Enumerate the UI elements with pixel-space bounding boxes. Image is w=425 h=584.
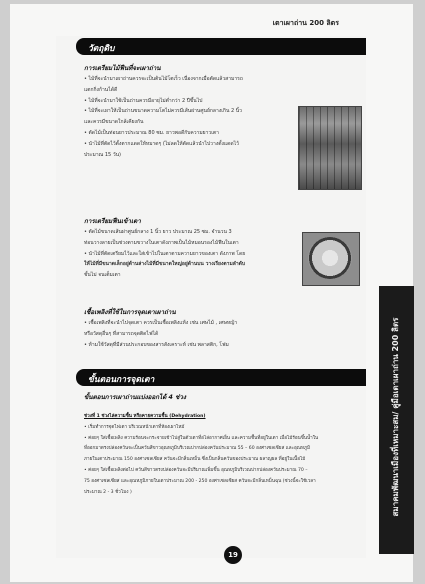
side-tab [379,286,414,554]
fuel-prep-line: • ตัดไม้ขนาดเส้นผ่าศูนย์กลาง 1 นิ้ว ยาว ประมาณ 25 ซม. จำนวน 3 [84,229,232,235]
steps-heading: ขั้นตอนการจุดเตา [88,375,155,385]
page-header-title: เตาเผาถ่าน 200 ลิตร [272,19,339,27]
fuel-ignite-line: หรือวัสดุอื่นๆ ที่สามารถจุดติดไฟได้ [84,330,159,337]
wood-prep-line: ประมาณ 15 วัน) [84,151,122,158]
steps-intro: ขั้นตอนการเผาถ่านแบ่งออกได้ 4 ช่วง [84,394,186,401]
fuel-ignite-line: • ห้ามใช้วัสดุที่มีส่วนประกอบของสารสังเคราะห์ เช่น พลาสติก, โฟม [84,341,229,348]
wood-prep-line: • ไม้ที่จะเผาให้เป็นถ่านขนาดความโตไม่ควรมีเส้นผ่านศูนย์กลางเกิน 2 นิ้ว [84,108,242,115]
side-tab-label: สมาคมพัฒนาเมืองที่เหมาะสม/ คู่มือเตาเผาถ่าน 200 ลิตร [391,317,400,517]
wood-prep-line: และควรมีขนาดใกล้เคียงกัน [84,119,144,126]
wood-prep-title: การเตรียมไม้ฟืนที่จะเผาถ่าน [84,65,161,72]
step1-title: ช่วงที่ 1 ช่วงไล่ความชื้น หรือคายความชื้น (Dehydration) [84,414,206,419]
kiln-opening-photo [302,232,360,286]
fuel-prep-line: ให้ไม้ที่มีขนาดเล็กอยู่ด้านล่างไม้ที่มีขนาดใหญ่อยู่ด้านบน วางเรียงตามลำดับ [84,261,246,268]
kiln-opening-ring [308,237,352,279]
bamboo-wood-photo [298,106,362,190]
fuel-ignite-line: • เชื้อเพลิงที่จะนำไปจุดเตา ควรเป็นเชื้อเพลิงแห้ง เช่น เศษไม้ , เศษหญ้า [84,320,238,326]
step1-text [84,412,360,498]
content-panel [56,36,366,558]
step1-line: • ค่อยๆ ใส่เชื้อเพลิง ความร้อนจะกระจายเข้าไปสู่ในตัวเตาที่อไล่อากาศเย็น และความชื้นที่อยู่ในเตา เมื่อไม้ร้อนขึ้นน้ำใน [84,435,319,441]
wood-prep-line: • ตัดไม้เป็นท่อนยาวประมาณ 80 ซม. ยาวพอดีกับความยาวเตา [84,129,219,136]
page-number: 19 [224,546,242,564]
step1-line: ประมาณ 2 - 3 ชั่วโมง ) [84,489,132,495]
step1-line: • เริ่มทำการจุดไฟเตา บริเวณหน้าเตาที่ห้องเผาไหม้ [84,424,185,430]
materials-heading-bar [76,38,366,55]
wood-prep-line: แตกกิ่งก้านได้ดี [84,86,118,93]
fuel-prep-title: การเตรียมฟืนเข้าเตา [84,218,141,225]
step1-line: ที่ออกมาตรงปล่องควันจะเป็นควันสีขาวอุณหภูมิบริเวณปากปล่องควันประมาณ 55 – 60 องศาเซลเซียส และอุณหภูมิ [84,446,311,452]
wood-prep-line: • นำไม้ที่ตัดไว้ตั้งตากแดดให้หมาดๆ (ไม่ลดให้ตัดแล้วนำไปวางตั้งแดดไว้ [84,140,239,147]
steps-heading-bar [76,369,366,386]
fuel-prep-line: ชั้นไม่ จนเต็มเตา [84,272,121,279]
fuel-prep-text [84,227,296,281]
document-page [10,4,413,582]
wood-prep-text [84,74,294,160]
fuel-ignite-text [84,318,359,350]
materials-heading: วัตถุดิบ [88,44,115,54]
step1-line: ภายในเตาประมาณ 150 องศาเซลเซียส ควันจะมีกลิ่นเหม็น ซึ่งเป็นกลิ่นควันของประมาณ ผลาญผล ที่อยู่ในเนื้อไม้ [84,457,306,463]
fuel-prep-line: ท่อนวางลายเป็นช่วงตามขวางในเตาดังภาพเป็นไม้หมอนรองไม้ฟืนในเตา [84,239,239,246]
wood-prep-line: • ไม้ที่จะนำมาเผาถ่านควรจะเป็นต้นไม้โตเร็ว เนื่องจากเมื่อตัดแล้วสามารถ [84,76,243,82]
wood-prep-line: • ไม้ที่จะนำมาใช้เป็นถ่านควรมีอายุไม่ต่ำกว่า 2 ปีขึ้นไป [84,97,203,104]
step1-line: • ค่อยๆ ใส่เชื้อเพลิงต่อไป ควันสีขาวตรงปล่องควันจะมีปริมาณเพิ่มขึ้น อุณหภูมิบริเวณปากปล่องควันประมาณ 70 – [84,467,308,473]
step1-line: 75 องศาเซลเซียส และอุณหภูมิภายในเตาประมาณ 200 - 250 องศาเซลเซียส ควันจะมีกลิ่นเหม็นฉุน (ช่วงนี้จะใช้เวลา [84,478,316,484]
fuel-ignite-title: เชื้อเพลิงที่ใช้ในการจุดเตาเผาถ่าน [84,309,176,316]
fuel-prep-line: • นำไม้ที่ตัดเตรียมไว้และใส่เข้าไปในเตาตามความยาวของเตา ดังภาพ โดย [84,250,246,257]
